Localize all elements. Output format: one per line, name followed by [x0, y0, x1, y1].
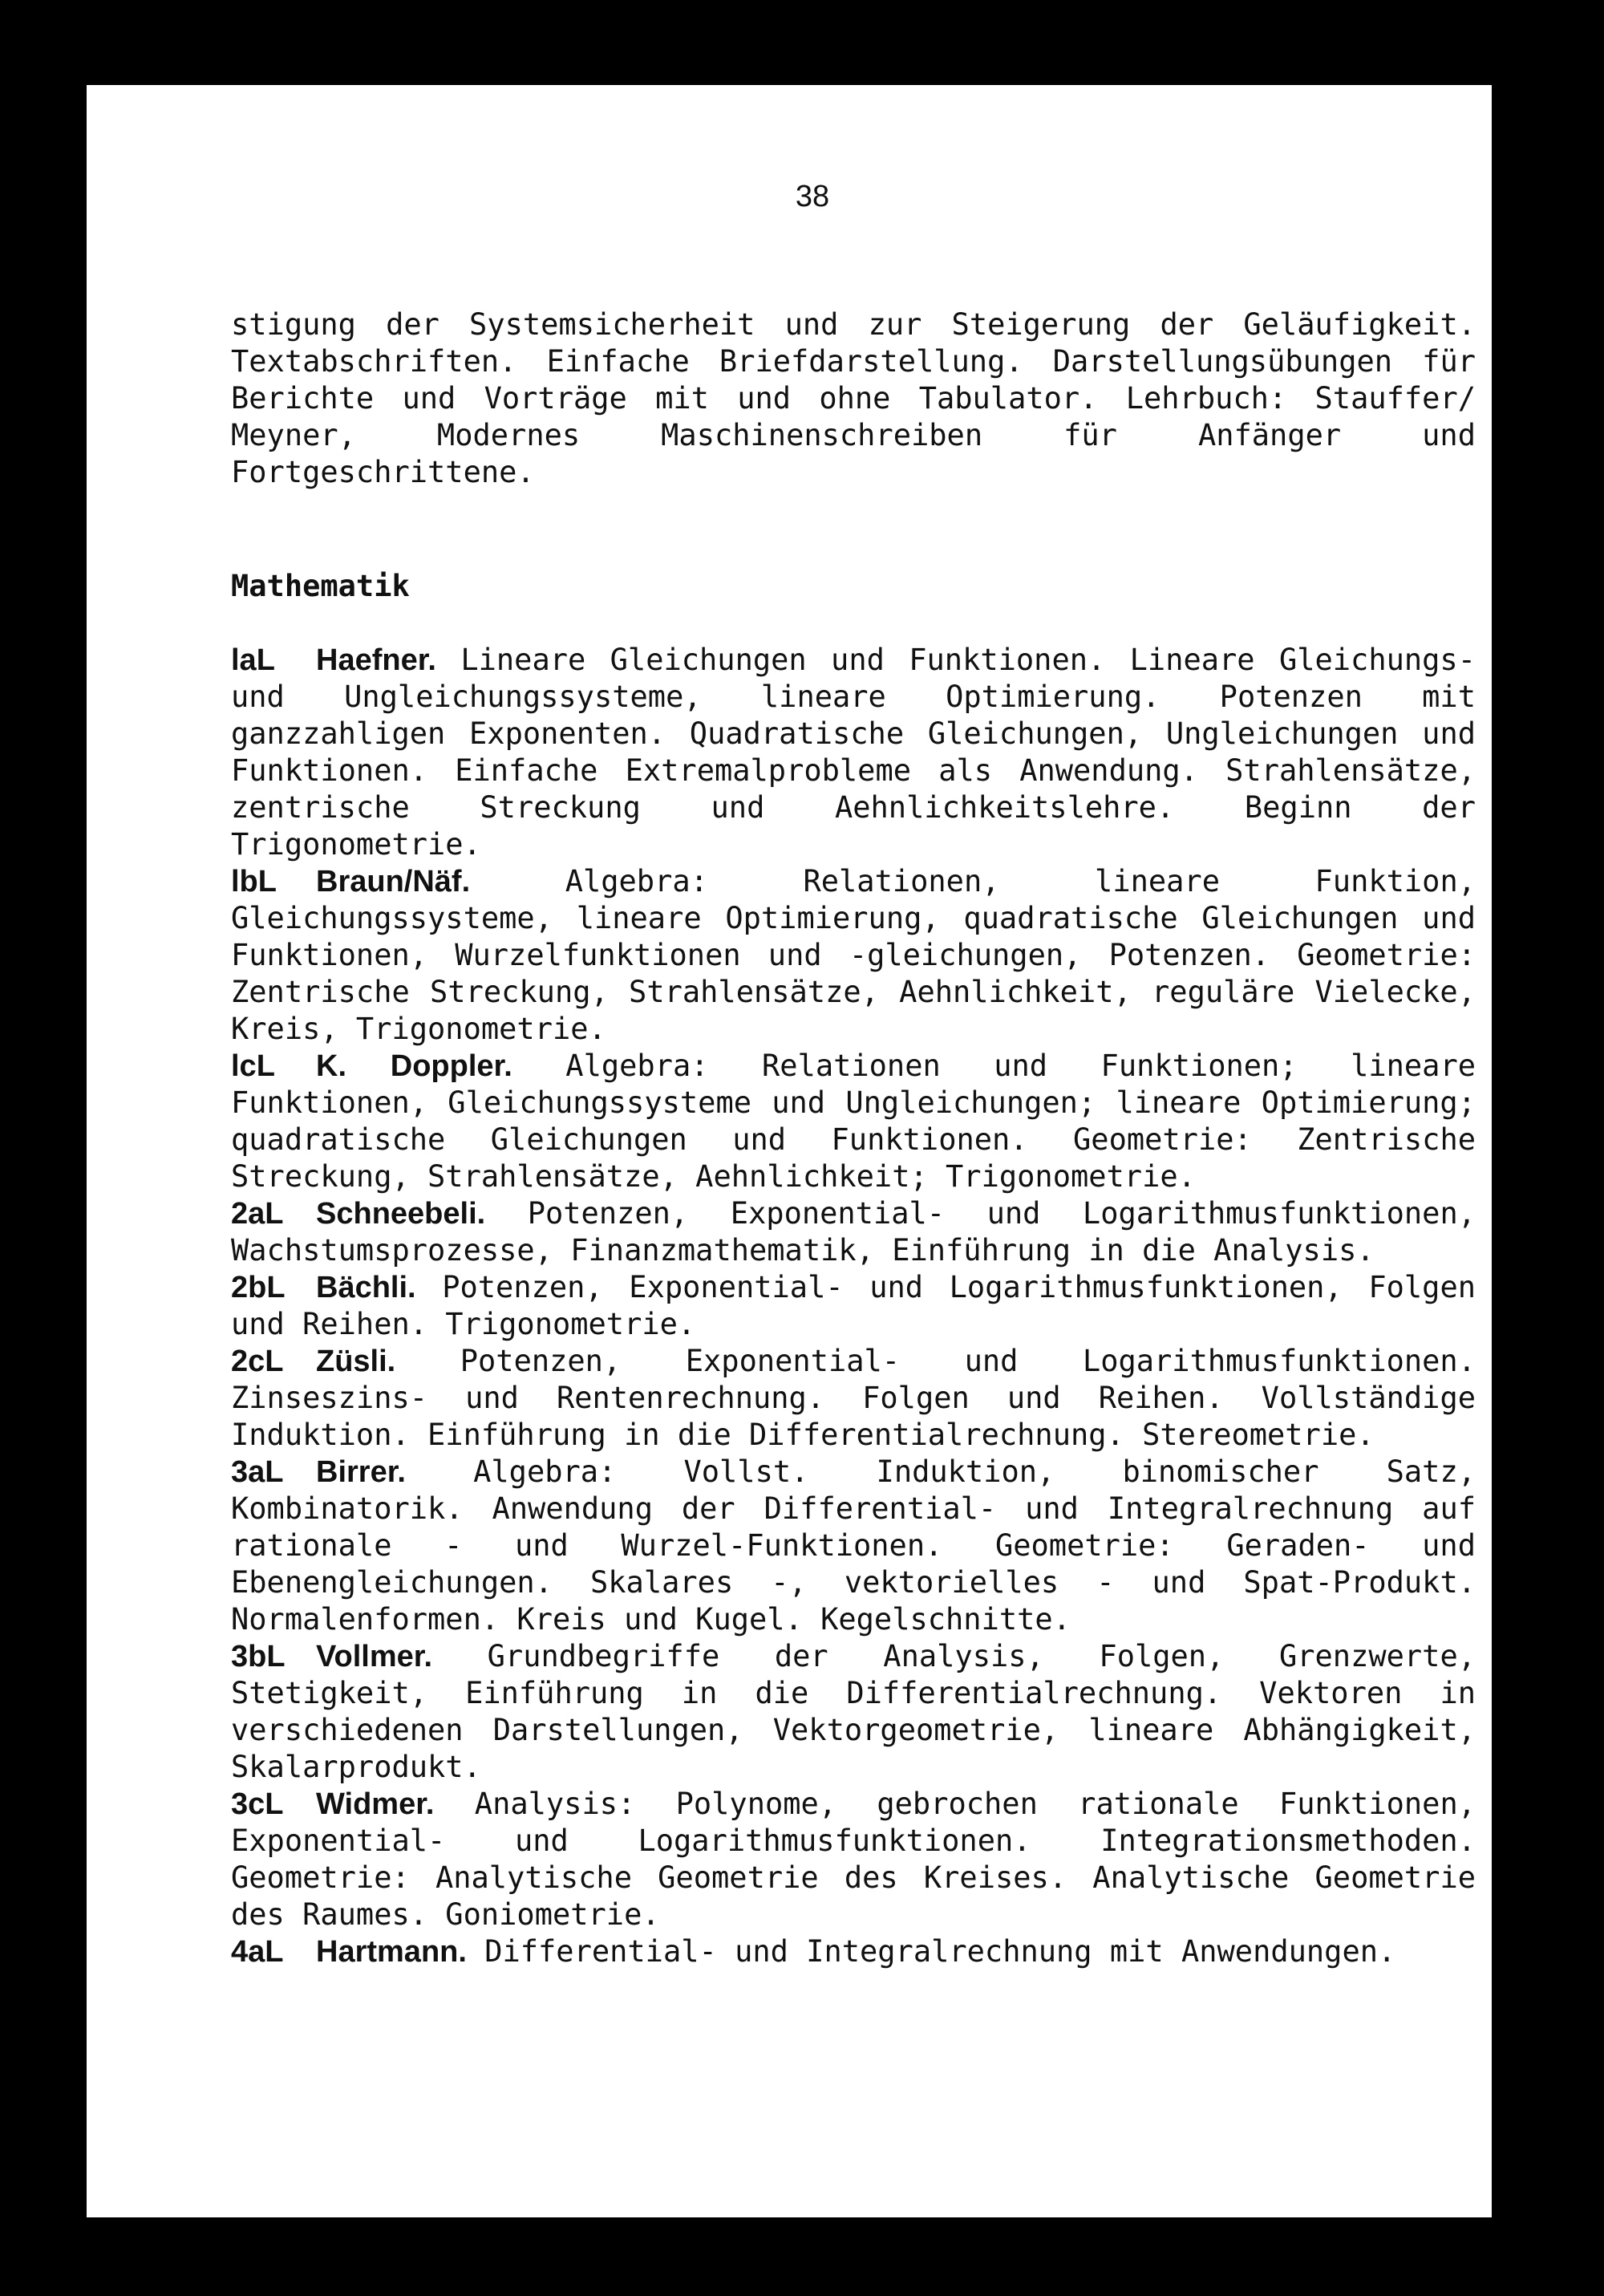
teacher-name: Bächli. [316, 1271, 416, 1304]
teacher-name: Braun/Näf. [316, 865, 471, 899]
intro-paragraph: stigung der Systemsicherheit und zur Steigerung der Geläufigkeit. Textabschriften. Einfache Briefdarstellung. Darstellungsübungen für Berichte und Vorträge mit und ohne Tabulator. Lehrbuch: Stauffer/ Meyner, Modernes Maschinenschreiben für Anfänger und Fortgeschrittene. [231, 307, 1476, 489]
class-code: 2aL [231, 1197, 284, 1231]
teacher-name: Züsli. [316, 1345, 396, 1378]
page-number: 38 [795, 180, 830, 213]
course-entry [231, 642, 1476, 863]
course-entry [231, 1933, 1476, 1970]
course-entry [231, 1786, 1476, 1933]
course-entry [231, 1195, 1476, 1269]
class-code: 2cL [231, 1345, 284, 1378]
course-description: Potenzen, Exponential- und Logarithmusfunktionen. Zinseszins- und Rentenrechnung. Folgen und Reihen. Vollständige Induktion. Einführung in die Differentialrechnung. Stereometrie. [231, 1344, 1476, 1452]
course-entry [231, 1454, 1476, 1638]
teacher-name: Widmer. [316, 1787, 435, 1821]
class-code: 3cL [231, 1787, 284, 1821]
class-code: 2bL [231, 1271, 286, 1304]
course-entry [231, 1269, 1476, 1343]
class-code: lbL [231, 865, 277, 899]
teacher-name: Hartmann. [316, 1935, 467, 1969]
teacher-name: Birrer. [316, 1455, 406, 1489]
course-description: Potenzen, Exponential- und Logarithmusfunktionen, Wachstumsprozesse, Finanzmathematik, Einführung in die Analysis. [231, 1196, 1476, 1268]
course-entries [231, 642, 1476, 1970]
teacher-name: Schneebeli. [316, 1197, 486, 1231]
teacher-name: Vollmer. [316, 1640, 433, 1673]
teacher-name: K. Doppler. [316, 1049, 512, 1083]
course-description: Potenzen, Exponential- und Logarithmusfunktionen, Folgen und Reihen. Trigonometrie. [231, 1270, 1476, 1341]
class-code: 3bL [231, 1640, 286, 1673]
course-description: Lineare Gleichungen und Funktionen. Lineare Gleichungs- und Ungleichungssysteme, lineare Optimierung. Potenzen mit ganzzahligen Exponenten. Quadratische Gleichungen, Ungleichungen und Funktionen. Einfache Extremalprobleme als Anwendung. Strahlensätze, zentrische Streckung und Aehnlichkeitslehre. Beginn der Trigonometrie. [231, 643, 1476, 862]
page-content [231, 306, 1476, 1970]
class-code: 3aL [231, 1455, 284, 1489]
section-heading: Mathematik [231, 569, 410, 603]
class-code: laL [231, 643, 275, 677]
course-description: Analysis: Polynome, gebrochen rationale Funktionen, Exponential- und Logarithmusfunktionen. Integrationsmethoden. Geometrie: Analytische Geometrie des Kreises. Analytische Geometrie des Raumes. Goniometrie. [231, 1787, 1476, 1932]
class-code: lcL [231, 1049, 275, 1083]
course-entry [231, 1638, 1476, 1786]
course-entry [231, 1343, 1476, 1454]
course-description: Algebra: Relationen und Funktionen; lineare Funktionen, Gleichungssysteme und Ungleichungen; lineare Optimierung; quadratische Gleichungen und Funktionen. Geometrie: Zentrische Streckung, Strahlensätze, Aehnlichkeit; Trigonometrie. [231, 1049, 1476, 1194]
course-entry [231, 1048, 1476, 1195]
course-description: Differential- und Integralrechnung mit Anwendungen. [484, 1934, 1396, 1969]
course-description: Grundbegriffe der Analysis, Folgen, Grenzwerte, Stetigkeit, Einführung in die Differentialrechnung. Vektoren in verschiedenen Darstellungen, Vektorgeometrie, lineare Abhängigkeit, Skalarprodukt. [231, 1639, 1476, 1784]
course-entry [231, 863, 1476, 1048]
document-page [87, 85, 1492, 2217]
course-description: Algebra: Vollst. Induktion, binomischer Satz, Kombinatorik. Anwendung der Differential- und Integralrechnung auf rationale - und Wurzel-Funktionen. Geometrie: Geraden- und Ebenengleichungen. Skalares -, vektorielles - und Spat-Produkt. Normalenformen. Kreis und Kugel. Kegelschnitte. [231, 1454, 1476, 1637]
course-description: Algebra: Relationen, lineare Funktion, Gleichungssysteme, lineare Optimierung, quadratische Gleichungen und Funktionen, Wurzelfunktionen und -gleichungen, Potenzen. Geometrie: Zentrische Streckung, Strahlensätze, Aehnlichkeit, reguläre Vielecke, Kreis, Trigonometrie. [231, 864, 1476, 1046]
teacher-name: Haefner. [316, 643, 436, 677]
class-code: 4aL [231, 1935, 284, 1969]
